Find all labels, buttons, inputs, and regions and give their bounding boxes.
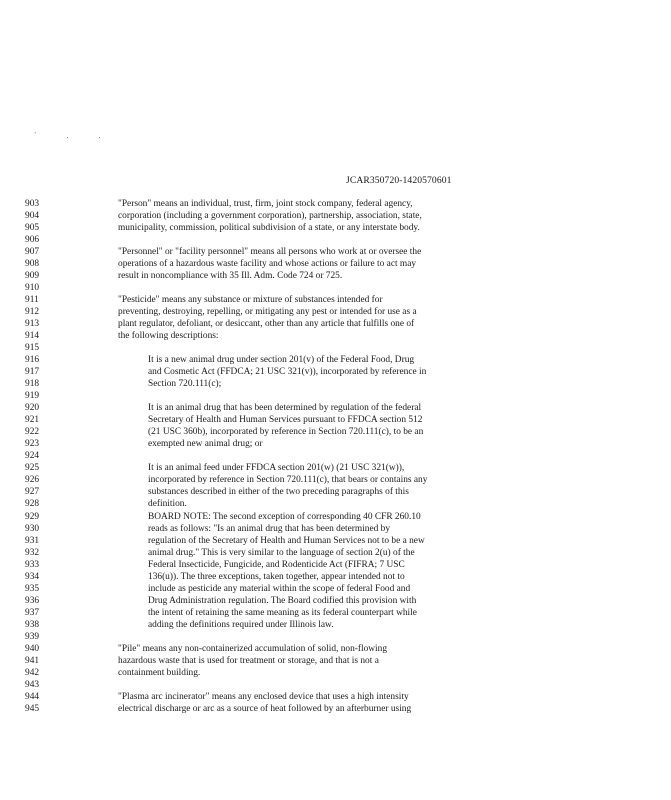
line-number: 939 bbox=[25, 632, 40, 642]
line-number: 930 bbox=[25, 524, 40, 534]
line-number: 910 bbox=[25, 283, 40, 293]
line-number: 927 bbox=[25, 487, 40, 497]
text-line: substances described in either of the two preceding paragraphs of this bbox=[148, 487, 409, 497]
line-number: 932 bbox=[25, 548, 40, 558]
text-line: incorporated by reference in Section 720.111(c), that bears or contains any bbox=[148, 475, 428, 485]
text-line: Secretary of Health and Human Services pursuant to FFDCA section 512 bbox=[148, 415, 423, 425]
line-number: 925 bbox=[25, 463, 40, 473]
line-number: 904 bbox=[25, 211, 40, 221]
text-line: BOARD NOTE: The second exception of corresponding 40 CFR 260.10 bbox=[148, 512, 421, 522]
text-line: corporation (including a government corporation), partnership, association, state, bbox=[118, 211, 422, 221]
line-number: 945 bbox=[25, 704, 40, 714]
line-number: 919 bbox=[25, 391, 40, 401]
text-line: "Personnel" or "facility personnel" means all persons who work at or oversee the bbox=[118, 247, 422, 257]
text-line: It is a new animal drug under section 201(v) of the Federal Food, Drug bbox=[148, 355, 415, 365]
text-line: hazardous waste that is used for treatment or storage, and that is not a bbox=[118, 656, 379, 666]
line-number: 933 bbox=[25, 560, 40, 570]
line-number: 941 bbox=[25, 656, 40, 666]
text-line: Federal Insecticide, Fungicide, and Rodenticide Act (FIFRA; 7 USC bbox=[148, 560, 405, 570]
text-line: operations of a hazardous waste facility and whose actions or failure to act may bbox=[118, 259, 417, 269]
scan-marks: ` . . bbox=[34, 131, 115, 140]
line-number: 920 bbox=[25, 403, 40, 413]
text-line: reads as follows: "Is an animal drug that has been determined by bbox=[148, 524, 391, 534]
line-number: 912 bbox=[25, 307, 40, 317]
text-line: result in noncompliance with 35 Ill. Adm. Code 724 or 725. bbox=[118, 271, 343, 281]
line-number: 913 bbox=[25, 319, 40, 329]
text-line: (21 USC 360b), incorporated by reference in Section 720.111(c), to be an bbox=[148, 427, 424, 437]
text-line: It is an animal feed under FFDCA section 201(w) (21 USC 321(w)), bbox=[148, 463, 405, 473]
text-line: Section 720.111(c); bbox=[148, 379, 222, 389]
text-line: "Pile" means any non-containerized accumulation of solid, non-flowing bbox=[118, 644, 388, 654]
line-number: 914 bbox=[25, 331, 40, 341]
line-number: 906 bbox=[25, 235, 40, 245]
text-line: preventing, destroying, repelling, or mitigating any pest or intended for use as a bbox=[118, 307, 417, 317]
line-number: 923 bbox=[25, 439, 40, 449]
line-number: 917 bbox=[25, 367, 40, 377]
line-number: 918 bbox=[25, 379, 40, 389]
line-number: 944 bbox=[25, 692, 40, 702]
text-line: plant regulator, defoliant, or desiccant, other than any article that fulfills one of bbox=[118, 319, 415, 329]
text-line: exempted new animal drug; or bbox=[148, 439, 263, 449]
line-number: 926 bbox=[25, 475, 40, 485]
line-number: 938 bbox=[25, 620, 40, 630]
line-number: 915 bbox=[25, 343, 40, 353]
text-line: 136(u)). The three exceptions, taken together, appear intended not to bbox=[148, 572, 405, 582]
line-number: 936 bbox=[25, 596, 40, 606]
text-line: adding the definitions required under Illinois law. bbox=[148, 620, 334, 630]
line-number: 908 bbox=[25, 259, 40, 269]
text-line: "Pesticide" means any substance or mixture of substances intended for bbox=[118, 295, 383, 305]
text-line: the intent of retaining the same meaning as its federal counterpart while bbox=[148, 608, 417, 618]
line-number: 942 bbox=[25, 668, 40, 678]
line-number: 935 bbox=[25, 584, 40, 594]
line-number: 931 bbox=[25, 536, 40, 546]
text-line: electrical discharge or arc as a source of heat followed by an afterburner using bbox=[118, 704, 412, 714]
text-line: animal drug." This is very similar to the language of section 2(u) of the bbox=[148, 548, 415, 558]
line-number: 940 bbox=[25, 644, 40, 654]
text-line: include as pesticide any material within the scope of federal Food and bbox=[148, 584, 411, 594]
line-number: 905 bbox=[25, 223, 40, 233]
line-number: 909 bbox=[25, 271, 40, 281]
line-number: 943 bbox=[25, 680, 40, 690]
text-line: and Cosmetic Act (FFDCA; 21 USC 321(v)), incorporated by reference in bbox=[148, 367, 427, 377]
line-number: 921 bbox=[25, 415, 40, 425]
text-line: regulation of the Secretary of Health and Human Services not to be a new bbox=[148, 536, 425, 546]
text-line: definition. bbox=[148, 499, 187, 509]
line-number: 907 bbox=[25, 247, 40, 257]
line-number: 928 bbox=[25, 499, 40, 509]
line-number: 934 bbox=[25, 572, 40, 582]
line-number: 903 bbox=[25, 199, 40, 209]
document-id-header: JCAR350720-1420570601 bbox=[346, 175, 452, 186]
line-number: 937 bbox=[25, 608, 40, 618]
line-number: 911 bbox=[25, 295, 39, 305]
text-line: containment building. bbox=[118, 668, 201, 678]
text-line: municipality, commission, political subdivision of a state, or any interstate body. bbox=[118, 223, 420, 233]
line-number: 922 bbox=[25, 427, 40, 437]
line-number: 929 bbox=[25, 512, 40, 522]
text-line: Drug Administration regulation. The Board codified this provision with bbox=[148, 596, 417, 606]
line-number: 916 bbox=[25, 355, 40, 365]
text-line: It is an animal drug that has been determined by regulation of the federal bbox=[148, 403, 422, 413]
text-line: the following descriptions: bbox=[118, 331, 219, 341]
line-number: 924 bbox=[25, 451, 40, 461]
text-line: "Plasma arc incinerator" means any enclosed device that uses a high intensity bbox=[118, 692, 409, 702]
text-line: "Person" means an individual, trust, firm, joint stock company, federal agency, bbox=[118, 199, 413, 209]
